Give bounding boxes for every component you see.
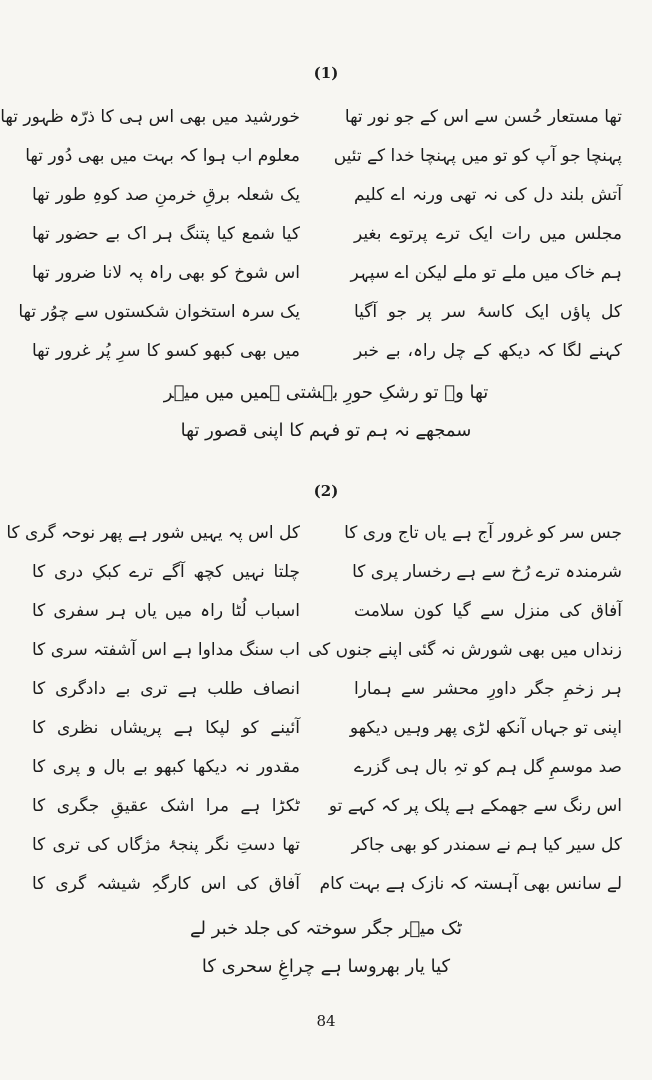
- couplet: [32, 214, 622, 253]
- couplet: [32, 747, 622, 786]
- page-number: 84: [316, 1012, 336, 1030]
- misra-second: یک سرہ استخوان شکستوں سے چوُر تھا: [18, 302, 300, 322]
- misra-first: ہم خاک میں ملے تو ملے لیکن اے سپہر: [350, 263, 622, 283]
- misra-second: اس شوخ کو بھی راہ پہ لانا ضرور تھا: [32, 263, 300, 283]
- couplet: [32, 669, 622, 708]
- misra-first: کل سیر کیا ہم نے سمندر کو بھی جاکر: [351, 835, 622, 855]
- misra-first: مجلس میں رات ایک ترے پرتوے بغیر: [354, 224, 622, 244]
- misra-first: تھا مستعار حُسن سے اس کے جو نور تھا: [344, 107, 622, 127]
- misra-second: معلوم اب ہوا کہ بہت میں بھی دُور تھا: [25, 146, 300, 166]
- couplet: [32, 630, 622, 669]
- maqta-line-2: سمجھے نہ ہم تو فہم کا اپنی قصور تھا: [180, 420, 472, 441]
- couplet: [0, 97, 622, 136]
- couplet: [32, 552, 622, 591]
- misra-second: میں بھی کبھو کسو کا سرِ پُر غرور تھا: [32, 340, 300, 361]
- misra-second: اسباب لُٹا راہ میں یاں ہر سفری کا: [32, 601, 300, 621]
- misra-first: اس رنگ سے جھمکے ہے پلک پر کہ کہے تو: [328, 796, 622, 816]
- misra-first: شرمندہ ترے رُخ سے ہے رخسار پری کا: [352, 562, 622, 582]
- misra-first: لے سانس بھی آہستہ کہ نازک ہے بہت کام: [319, 874, 622, 894]
- misra-first: اپنی تو جہاں آنکھ لڑی پھر وہیں دیکھو: [349, 718, 622, 738]
- misra-second: تھا دستِ نگر پنجۂ مژگاں کی تری کا: [32, 835, 300, 855]
- ghazal-1-couplets: [0, 97, 622, 370]
- misra-second: ٹکڑا ہے مرا اشک عقیقِ جگری کا: [32, 796, 300, 816]
- misra-first: آتش بلند دل کی نہ تھی ورنہ اے کلیم: [354, 185, 622, 205]
- couplet: [32, 331, 622, 370]
- misra-first: کہنے لگا کہ دیکھ کے چل راہ، بے خبر: [354, 341, 622, 361]
- misra-first: کل پاؤں ایک کاسۂ سر پر جو آگیا: [354, 302, 622, 322]
- misra-first: جس سر کو غرور آج ہے یاں تاج وری کا: [344, 523, 622, 543]
- couplet: [32, 864, 622, 903]
- misra-second: آئینے کو لپکا ہے پریشاں نظری کا: [32, 718, 300, 738]
- misra-first: زنداں میں بھی شورش نہ گئی اپنے جنوں کی: [307, 640, 622, 660]
- misra-second: مقدور نہ دیکھا کبھو بے بال و پری کا: [32, 757, 300, 777]
- maqta-line-2: کیا یار بھروسا ہے چراغِ سحری کا: [201, 956, 451, 977]
- ghazal-2-number: (2): [313, 482, 339, 500]
- maqta-line-1: تھا وہ تو رشکِ حورِ بہشتی ہمیں میں میؔر: [163, 382, 489, 403]
- misra-first: صد موسمِ گل ہم کو تہِ بال ہی گزرے: [354, 757, 622, 777]
- ghazal-2-couplets: [6, 513, 622, 903]
- couplet: [32, 786, 622, 825]
- misra-first: پہنچا جو آپ کو تو میں پہنچا خدا کے تئیں: [333, 146, 622, 166]
- misra-second: کل اس پہ یہیں شور ہے پھر نوحہ گری کا: [6, 523, 300, 543]
- misra-first: ہر زخمِ جگر داورِ محشر سے ہمارا: [354, 679, 622, 699]
- couplet: [32, 591, 622, 630]
- maqta-line-1: ٹک میؔر جگر سوختہ کی جلد خبر لے: [189, 918, 463, 939]
- couplet: [32, 253, 622, 292]
- couplet: [6, 513, 622, 552]
- misra-second: آفاق کی اس کارگہِ شیشہ گری کا: [32, 874, 300, 894]
- ghazal-1-maqta: [0, 374, 652, 450]
- couplet: [32, 825, 622, 864]
- misra-second: خورشید میں بھی اس ہی کا ذرّہ ظہور تھا: [0, 107, 300, 127]
- misra-second: انصاف طلب ہے تری بے دادگری کا: [32, 679, 300, 699]
- couplet: [18, 292, 622, 331]
- misra-second: یک شعلہ برقِ خرمنِ صد کوہِ طور تھا: [32, 185, 300, 205]
- couplet: [32, 175, 622, 214]
- misra-second: کیا شمع کیا پتنگ ہر اک بے حضور تھا: [32, 224, 300, 244]
- ghazal-2-maqta: [0, 910, 652, 986]
- misra-first: آفاق کی منزل سے گیا کون سلامت: [354, 601, 622, 621]
- couplet: [32, 708, 622, 747]
- misra-second: اب سنگ مداوا ہے اس آشفتہ سری کا: [32, 640, 300, 660]
- couplet: [25, 136, 622, 175]
- misra-second: چلتا نہیں کچھ آگے ترے کبکِ دری کا: [32, 562, 300, 582]
- ghazal-1-number: (1): [313, 64, 339, 82]
